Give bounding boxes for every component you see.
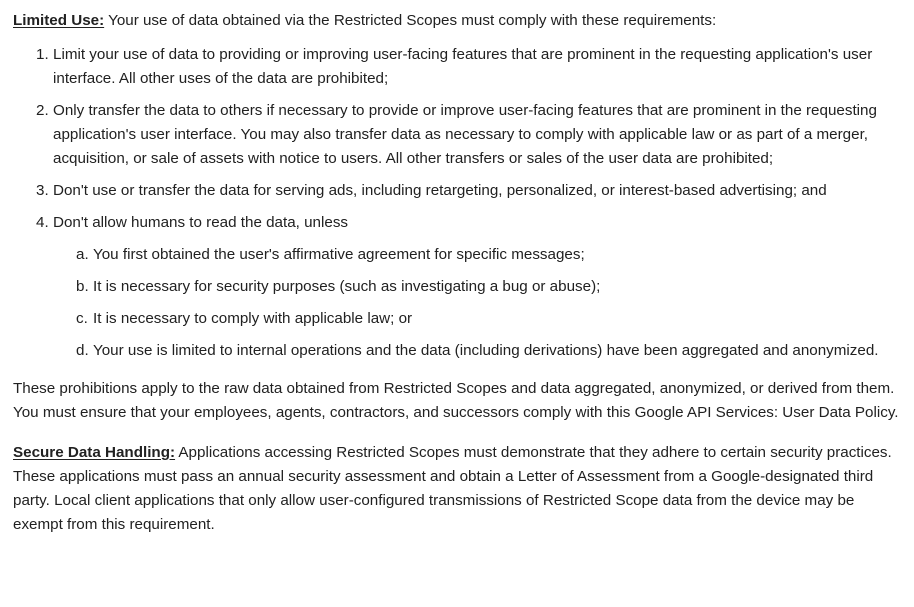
list-item-text: Don't allow humans to read the data, unless <box>53 214 349 231</box>
sub-list-item <box>76 243 908 267</box>
sub-list-item-text: It is necessary for security purposes (such as investigating a bug or abuse); <box>93 278 601 295</box>
list-item-text: Limit your use of data to providing or improving user-facing features that are prominent in the requesting application's user interface. All other uses of the data are prohibited; <box>53 46 873 87</box>
list-item-number: 1. <box>36 46 49 63</box>
list-item <box>36 179 908 203</box>
secure-data-handling-heading: Secure Data Handling: <box>13 444 176 461</box>
list-item-number: 4. <box>36 214 49 231</box>
secure-data-handling-paragraph <box>13 441 908 537</box>
sub-list-item <box>76 339 908 363</box>
limited-use-intro <box>13 9 908 33</box>
secure-data-handling-text: Applications accessing Restricted Scopes must demonstrate that they adhere to certain security practices. These applications must pass an annual security assessment and obtain a Letter of Assessment from a Google-designated third party. Local client applications that only allow user-configured transmissions of Restricted Scope data from the device may be exempt from this requirement. <box>13 444 892 533</box>
limited-use-intro-text: Your use of data obtained via the Restricted Scopes must comply with these requirements: <box>104 12 717 29</box>
list-item <box>36 43 908 91</box>
sub-list-item-text: Your use is limited to internal operations and the data (including derivations) have been aggregated and anonymized. <box>93 342 879 359</box>
list-item <box>36 99 908 171</box>
exceptions-list <box>53 243 908 363</box>
list-item-text: Only transfer the data to others if necessary to provide or improve user-facing features that are prominent in the requesting application's user interface. You may also transfer data as necessary to comply with applicable law or as part of a merger, acquisition, or sale of assets with notice to users. All other transfers or sales of the user data are prohibited; <box>53 102 877 167</box>
sub-list-item <box>76 275 908 299</box>
prohibitions-paragraph: These prohibitions apply to the raw data obtained from Restricted Scopes and data aggregated, anonymized, or derived from them. You must ensure that your employees, agents, contractors, and successors comply with this Google API Services: User Data Policy. <box>13 380 899 421</box>
sub-list-item-letter: d. <box>76 342 89 359</box>
limited-use-heading: Limited Use: <box>13 12 105 29</box>
sub-list-item-letter: c. <box>76 310 88 327</box>
sub-list-item-letter: a. <box>76 246 89 263</box>
sub-list-item-text: It is necessary to comply with applicable law; or <box>93 310 413 327</box>
sub-list-item-letter: b. <box>76 278 89 295</box>
sub-list-item-text: You first obtained the user's affirmative agreement for specific messages; <box>93 246 585 263</box>
list-item-number: 3. <box>36 182 49 199</box>
requirements-list <box>13 43 908 363</box>
sub-list-item <box>76 307 908 331</box>
list-item-number: 2. <box>36 102 49 119</box>
list-item-text: Don't use or transfer the data for serving ads, including retargeting, personalized, or interest-based advertising; and <box>53 182 827 199</box>
list-item <box>36 211 908 363</box>
